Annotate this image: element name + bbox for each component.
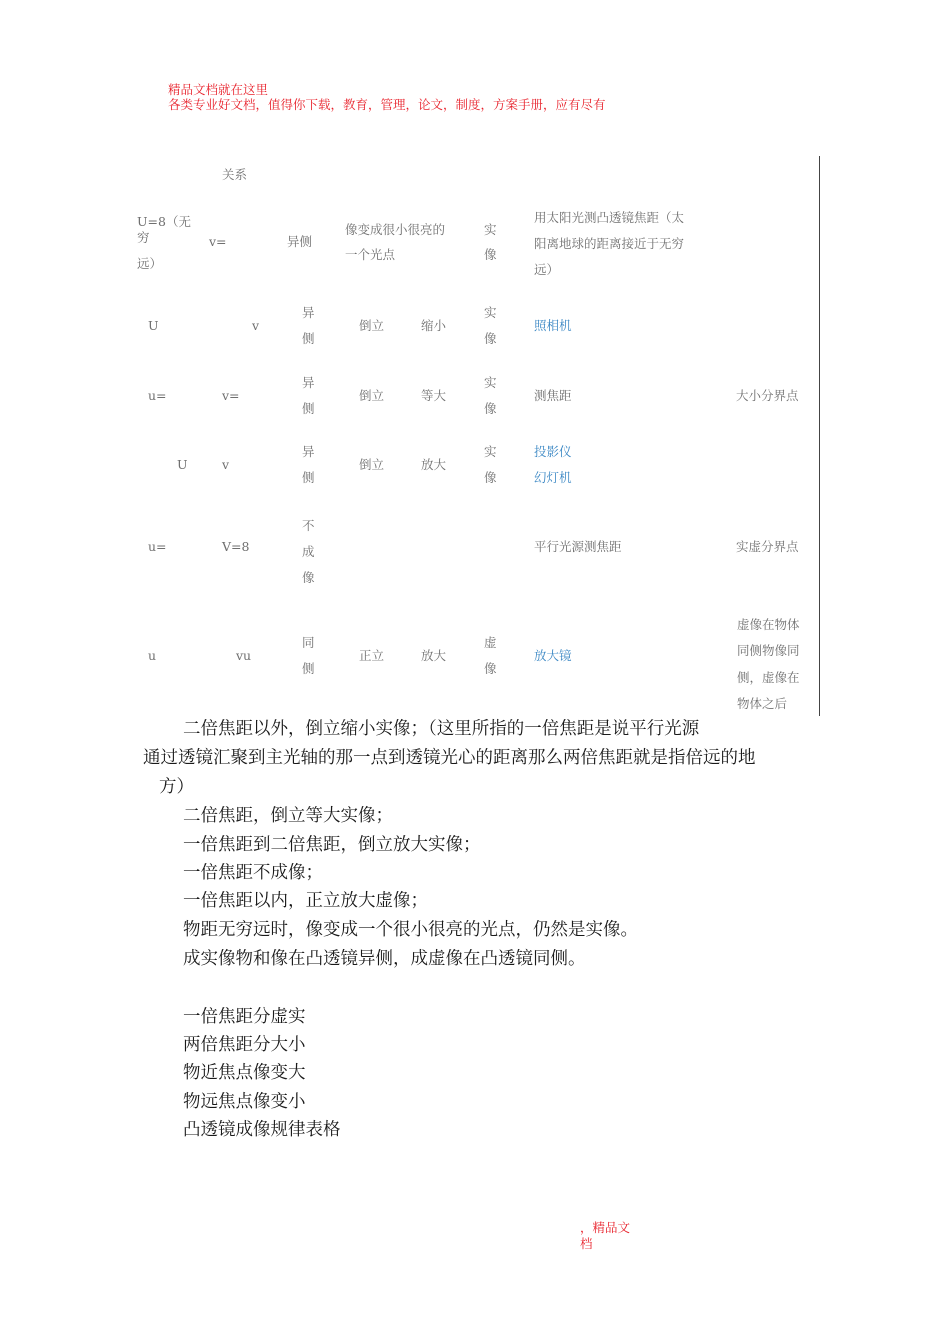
mnemonic-line: 凸透镜成像规律表格: [183, 1120, 341, 1140]
cell-note: 实虚分界点: [736, 539, 799, 554]
cell-side: 异: [302, 444, 315, 459]
cell-u: u=: [148, 539, 167, 554]
paragraph: 方）: [159, 777, 194, 797]
cell-size: 缩小: [421, 318, 447, 333]
cell-application-link[interactable]: 幻灯机: [534, 470, 572, 485]
table-right-border: [819, 156, 820, 716]
paragraph: 一倍焦距不成像；: [183, 863, 323, 883]
cell-size: 放大: [421, 648, 447, 663]
cell-side: 侧: [302, 401, 315, 416]
paragraph: 一倍焦距到二倍焦距，倒立放大实像；: [183, 835, 481, 855]
cell-side: 像: [302, 570, 315, 585]
cell-application-link[interactable]: 照相机: [534, 318, 572, 333]
cell-u: U: [148, 318, 159, 333]
paragraph: 二倍焦距，倒立等大实像；: [183, 806, 393, 826]
cell-orientation: 正立: [359, 648, 385, 663]
cell-note: 大小分界点: [736, 388, 799, 403]
cell-application: 测焦距: [534, 388, 572, 403]
cell-application: 阳离地球的距离接近于无穷: [534, 236, 685, 251]
cell-note: 物体之后: [737, 696, 788, 711]
cell-u: 穷: [137, 230, 150, 245]
cell-side: 异: [302, 305, 315, 320]
cell-side: 不: [302, 518, 315, 533]
cell-side: 异: [302, 375, 315, 390]
cell-real: 像: [484, 470, 497, 485]
cell-real: 像: [484, 247, 497, 262]
mnemonic-line: 物远焦点像变小: [183, 1092, 306, 1112]
cell-real: 实: [484, 375, 497, 390]
paragraph: 二倍焦距以外，倒立缩小实像；（这里所指的一倍焦距是说平行光源: [183, 719, 700, 739]
header-line-1: 精品文档就在这里: [168, 82, 269, 97]
cell-application: 用太阳光测凸透镜焦距（太: [534, 210, 685, 225]
cell-side: 成: [302, 544, 315, 559]
cell-application: 平行光源测焦距: [534, 539, 622, 554]
paragraph: 一倍焦距以内，正立放大虚像；: [183, 891, 428, 911]
cell-real: 像: [484, 401, 497, 416]
cell-u: u=: [148, 388, 167, 403]
cell-application: 远）: [534, 262, 560, 277]
cell-u: U=8（无: [137, 214, 191, 229]
mnemonic-line: 物近焦点像变大: [183, 1063, 306, 1083]
cell-size: 等大: [421, 388, 447, 403]
cell-orientation: 倒立: [359, 388, 385, 403]
cell-real: 像: [484, 331, 497, 346]
cell-application-link[interactable]: 放大镜: [534, 648, 572, 663]
cell-real: 像: [484, 661, 497, 676]
cell-v: v=: [222, 388, 240, 403]
cell-real: 实: [484, 222, 497, 237]
cell-application-link[interactable]: 投影仪: [534, 444, 572, 459]
header-guanxi: 关系: [222, 167, 248, 182]
paragraph: 通过透镜汇聚到主光轴的那一点到透镜光心的距离那么两倍焦距就是指倍远的地: [143, 748, 756, 768]
footer-line-1: ，精品文: [580, 1220, 631, 1235]
cell-u: u: [148, 648, 157, 663]
cell-size: 放大: [421, 457, 447, 472]
paragraph: 成实像物和像在凸透镜异侧，成虚像在凸透镜同侧。: [183, 949, 586, 969]
cell-side: 异侧: [287, 234, 313, 249]
cell-real: 实: [484, 305, 497, 320]
cell-v: v=: [209, 234, 227, 249]
cell-v: vu: [236, 648, 252, 663]
cell-real: 虚: [484, 635, 497, 650]
cell-side: 侧: [302, 470, 315, 485]
cell-v: v: [252, 318, 260, 333]
cell-side: 侧: [302, 661, 315, 676]
cell-side: 同: [302, 635, 315, 650]
cell-real: 实: [484, 444, 497, 459]
footer-line-2: 档: [580, 1236, 593, 1251]
cell-image: 一个光点: [345, 247, 396, 262]
cell-note: 同侧物像同: [737, 643, 800, 658]
cell-image: 像变成很小很亮的: [345, 222, 446, 237]
cell-side: 侧: [302, 331, 315, 346]
paragraph: 物距无穷远时，像变成一个很小很亮的光点，仍然是实像。: [183, 920, 638, 940]
cell-u: U: [177, 457, 188, 472]
cell-orientation: 倒立: [359, 318, 385, 333]
cell-v: v: [222, 457, 230, 472]
cell-note: 侧，虚像在: [737, 670, 800, 685]
cell-note: 虚像在物体: [737, 617, 800, 632]
mnemonic-line: 一倍焦距分虚实: [183, 1007, 306, 1027]
cell-v: V=8: [222, 539, 250, 554]
mnemonic-line: 两倍焦距分大小: [183, 1035, 306, 1055]
cell-u: 远）: [137, 256, 163, 271]
cell-orientation: 倒立: [359, 457, 385, 472]
header-line-2: 各类专业好文档，值得你下载，教育，管理，论文，制度，方案手册，应有尽有: [168, 97, 606, 112]
